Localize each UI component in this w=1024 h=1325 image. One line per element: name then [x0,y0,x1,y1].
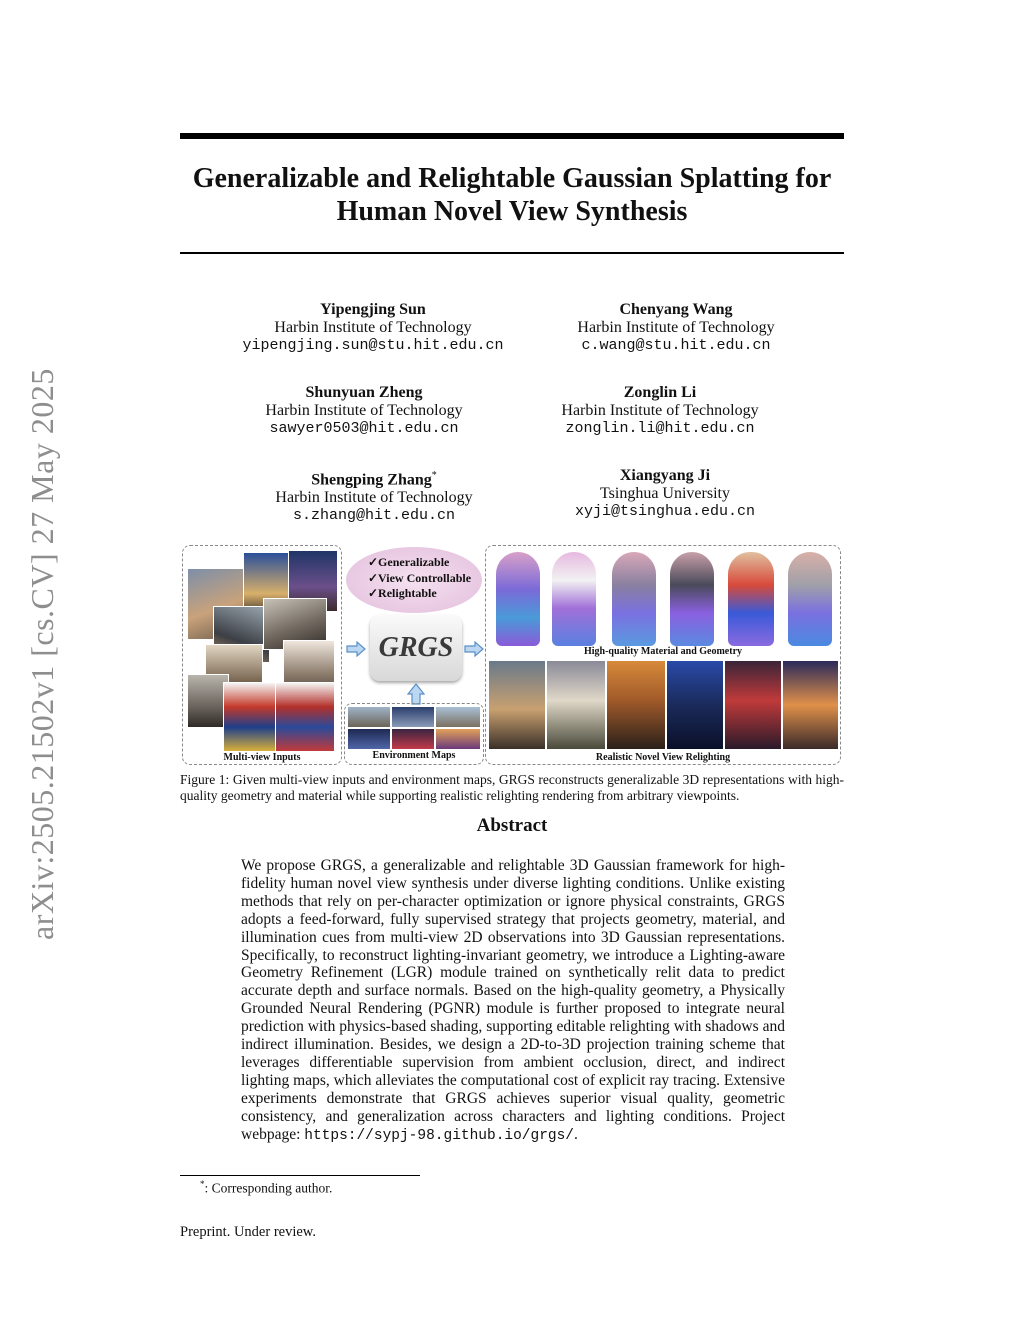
feature-view-controllable: ✓View Controllable [368,570,472,585]
abstract-text: We propose GRGS, a generalizable and relightable 3D Gaussian framework for high-fidelity human novel view synthesis under diverse lighting conditions. Unlike existing methods that rely on per-character optimization or ignore physical constraints, GRGS adopts a feed-forward, fully supervised strategy that projects geometry, material, and illumination cues from multi-view 2D observations into 3D Gaussian representations. Specifically, to reconstruct lighting-invariant geometry, we introduce a Lighting-aware Geometry Refinement (LGR) module trained on synthetically relit data to predict accurate depth and surface normals. Based on the high-quality geometry, a Physically Grounded Neural Rendering (PGNR) module is further proposed to integrate neural prediction with physics-based shading, supporting editable relighting with shadows and indirect illumination. Besides, we design a 2D-to-3D projection training scheme that leverages differentiable supervision from ambient occlusion, direct, and indirect lighting maps, which alleviates the computational cost of explicit ray tracing. Extensive experiments demonstrate that GRGS achieves superior visual quality, geometric consistency, and generalization across characters and lighting conditions. Project webpage: [241,857,785,1143]
author-block-3 [199,384,529,438]
abstract-body: We propose GRGS, a generalizable and relightable 3D Gaussian framework for high-fidelity human novel view synthesis under diverse lighting conditions. Unlike existing methods that rely on per-character optimization or ignore physical constraints, GRGS adopts a feed-forward, fully supervised strategy that projects geometry, material, and illumination cues from multi-view 2D observations into 3D Gaussian representations. Specifically, to reconstruct lighting-invariant geometry, we introduce a Lighting-aware Geometry Refinement (LGR) module trained on synthetically relit data to predict accurate depth and surface normals. Based on the high-quality geometry, a Physically Grounded Neural Rendering (PGNR) module is further proposed to integrate neural prediction with physics-based shading, supporting editable relighting with shadows and indirect illumination. Besides, we design a 2D-to-3D projection training scheme that leverages differentiable supervision from ambient occlusion, direct, and indirect lighting maps, which alleviates the computational cost of explicit ray tracing. Extensive experiments demonstrate that GRGS achieves superior visual quality, geometric consistency, and generalization across characters and lighting conditions. Project webpage: https://sypj-98.github.io/grgs/. [241,857,785,1144]
geometry-render [728,552,774,646]
envmap-thumb [435,706,481,728]
author-block-2 [511,301,841,355]
author-email: yipengjing.sun@stu.hit.edu.cn [242,337,504,354]
author-affiliation: Harbin Institute of Technology [561,402,759,419]
envmap-thumb [435,728,481,750]
geometry-render [552,552,596,646]
preprint-notice: Preprint. Under review. [180,1224,316,1240]
material-geometry-row [492,550,834,650]
author-affiliation: Tsinghua University [600,485,730,502]
author-email: sawyer0503@hit.edu.cn [269,420,459,437]
author-affiliation: Harbin Institute of Technology [577,319,775,336]
envmap-thumb [347,706,391,728]
figure-caption: Figure 1: Given multi-view inputs and environment maps, GRGS reconstructs generalizable 3D representations with high-quality geometry and material while supporting realistic relighting rendering from arbitrary viewpoints. [180,772,844,803]
title-bottom-rule [180,252,844,254]
author-email: s.zhang@hit.edu.cn [292,507,456,525]
author-email: zonglin.li@hit.edu.cn [565,420,755,437]
author-affiliation: Harbin Institute of Technology [274,319,472,336]
relit-photo [782,660,839,750]
title-top-rule [180,133,844,139]
envmap-thumb [347,728,391,750]
multiview-inputs-label: Multi-view Inputs [223,752,301,763]
envmap-thumb [391,728,435,750]
geometry-render [612,552,656,646]
feature-relightable: ✓Relightable [368,586,437,600]
environment-maps-label: Environment Maps [372,750,456,761]
arrow-up-icon [406,683,426,705]
relighting-label: Realistic Novel View Relighting [595,752,731,763]
relit-photo [724,660,782,750]
footnote-rule [180,1175,420,1176]
author-block-1 [208,301,538,355]
author-name: Xiangyang Ji [619,467,711,484]
geometry-render [670,552,714,646]
envmap-thumb [391,706,435,728]
relit-photo [606,660,666,750]
arxiv-side-stamp: arXiv:2505.21502v1 [cs.CV] 27 May 2025 [24,368,60,940]
input-photo [275,682,335,752]
geometry-render [788,552,832,646]
relit-photo [488,660,546,750]
footnote [200,1179,332,1197]
multiview-inputs-panel [182,545,342,765]
project-url-link[interactable]: https://sypj-98.github.io/grgs/ [304,1127,575,1144]
corresponding-mark: * [431,470,437,481]
relit-photo [546,660,606,750]
author-name: Yipengjing Sun [320,301,426,318]
arrow-right-icon [346,641,366,657]
footnote-text: : Corresponding author. [204,1180,333,1196]
author-email: xyji@tsinghua.edu.cn [574,503,756,520]
relit-photo [666,660,724,750]
results-panel [485,545,841,765]
input-photo [223,682,283,752]
author-name: Shunyuan Zheng [305,384,423,401]
features-cloud [346,547,482,613]
author-name: Chenyang Wang [619,301,733,318]
footnote-mark: * [200,1179,205,1189]
author-block-5 [209,467,539,525]
material-geometry-label: High-quality Material and Geometry [583,646,743,657]
relighting-row [488,660,838,750]
environment-maps-panel [344,703,484,765]
grgs-method-box: GRGS [370,615,462,681]
features-list [368,555,471,602]
paper-title: Generalizable and Relightable Gaussian Splatting for Human Novel View Synthesis [192,163,832,227]
geometry-render [496,552,540,646]
arrow-right-icon [464,641,484,657]
teaser-figure [180,543,844,767]
feature-generalizable: ✓Generalizable [368,555,450,569]
author-affiliation: Harbin Institute of Technology [275,489,473,507]
author-email: c.wang@stu.hit.edu.cn [581,337,771,354]
abstract-heading: Abstract [476,815,548,836]
author-block-4 [495,384,825,438]
author-block-6 [500,467,830,521]
author-name-line [209,467,539,489]
author-name: Shengping Zhang [311,471,432,489]
author-affiliation: Harbin Institute of Technology [265,402,463,419]
author-name: Zonglin Li [623,384,697,401]
